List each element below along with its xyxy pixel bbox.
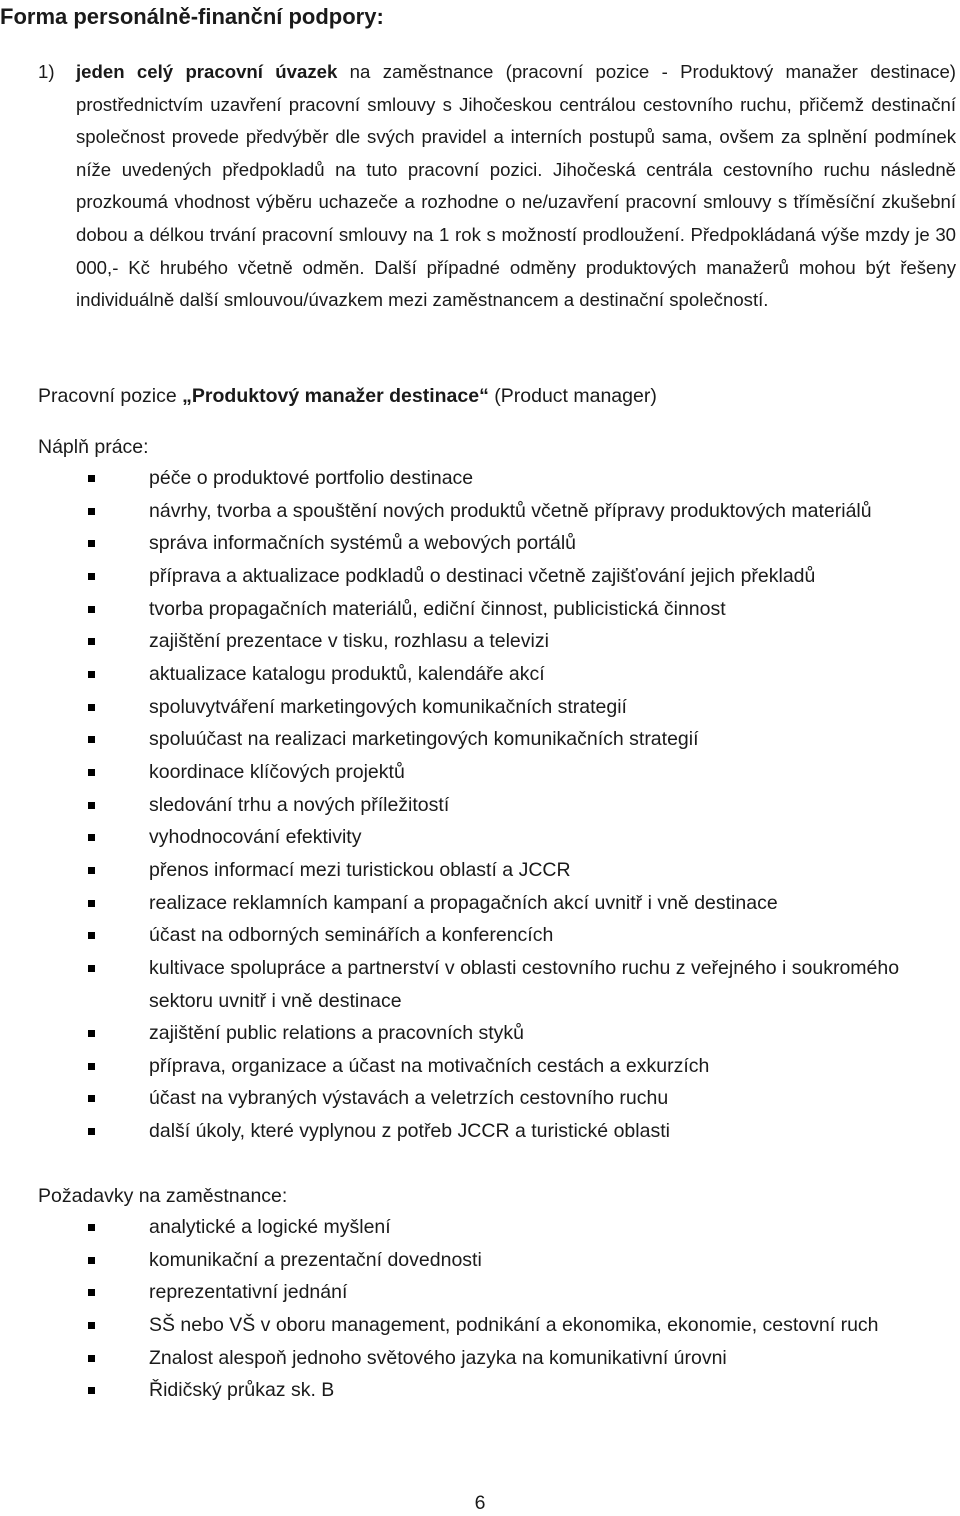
duty-item [88,887,948,920]
requirement-item-text: SŠ nebo VŠ v oboru management, podnikání a ekonomika, ekonomie, cestovní ruch [149,1313,879,1336]
square-bullet-icon [88,1355,95,1362]
duty-item-text: zajištění public relations a pracovních styků [149,1022,525,1045]
square-bullet-icon [88,802,95,809]
duty-item-text: sledování trhu a nových příležitostí [149,793,450,816]
requirement-item-text: Znalost alespoň jednoho světového jazyka na komunikativní úrovni [149,1346,727,1369]
requirement-item [88,1276,948,1309]
item-number: 1) [38,61,55,82]
duty-item [88,593,948,626]
duty-item-text: příprava a aktualizace podkladů o destinaci včetně zajišťování jejich překladů [149,564,816,587]
square-bullet-icon [88,932,95,939]
requirement-item-text: reprezentativní jednání [149,1281,348,1304]
duty-item-text: další úkoly, které vyplynou z potřeb JCCR a turistické oblasti [149,1120,670,1143]
duty-item [88,462,948,495]
square-bullet-icon [88,1128,95,1135]
square-bullet-icon [88,573,95,580]
square-bullet-icon [88,540,95,547]
position-prefix: Pracovní pozice [38,385,183,407]
duty-item [88,1050,948,1083]
duty-item [88,527,948,560]
square-bullet-icon [88,834,95,841]
square-bullet-icon [88,1289,95,1296]
square-bullet-icon [88,867,95,874]
duty-item-text: spoluúčast na realizaci marketingových komunikačních strategií [149,728,699,751]
support-item-1 [38,56,956,317]
duty-item [88,1017,948,1050]
requirement-item-text: komunikační a prezentační dovednosti [149,1248,482,1271]
duty-item [88,691,948,724]
item-text-b: Jihočeská centrála cestovního ruchu následně prozkoumá vhodnost výběru uchazeče a rozhodne o ne/uzavření pracovní smlouvy s tříměsíční zkušební dobou a délkou trvání pracovní smlouvy na 1 rok s možností prodloužení. Předpokládaná výše mzdy je 30 000,- Kč hrubého včetně odměn. Další případné odměny produktových manažerů mohou být řešeny individuálně další smlouvou/úvazkem mezi zaměstnancem a destinační společností. [76,158,957,311]
requirement-item-text: Řidičský průkaz sk. B [149,1379,335,1402]
square-bullet-icon [88,769,95,776]
duty-item-text: návrhy, tvorba a spouštění nových produktů včetně přípravy produktových materiálů [149,499,872,522]
duty-item [88,495,948,528]
requirements-label: Požadavky na zaměstnance: [38,1185,288,1207]
square-bullet-icon [88,638,95,645]
duty-item-text: vyhodnocování efektivity [149,826,362,849]
page-heading: Forma personálně-finanční podpory: [0,4,384,29]
requirement-item [88,1211,948,1244]
duty-item-text: správa informačních systémů a webových portálů [149,532,577,555]
page-number: 6 [474,1492,486,1514]
duty-item [88,952,948,1017]
duty-item-text: přenos informací mezi turistickou oblastí a JCCR [149,858,571,881]
duty-item [88,854,948,887]
square-bullet-icon [88,736,95,743]
duty-item-text: koordinace klíčových projektů [149,760,405,783]
duty-item-text: účast na vybraných výstavách a veletrzích cestovního ruchu [149,1087,669,1110]
duty-item [88,1115,948,1148]
duty-item [88,723,948,756]
square-bullet-icon [88,704,95,711]
square-bullet-icon [88,1030,95,1037]
square-bullet-icon [88,1224,95,1231]
requirement-item-text: analytické a logické myšlení [149,1216,391,1238]
duty-item [88,919,948,952]
item-bold-lead: jeden celý pracovní úvazek [76,61,338,82]
duties-list [88,462,948,1148]
duty-item [88,789,948,822]
square-bullet-icon [88,965,95,972]
duty-item-text: kultivace spolupráce a partnerství v oblasti cestovního ruchu z veřejného i soukromého sektoru uvnitř i vně destinace [149,956,900,1012]
square-bullet-icon [88,900,95,907]
duty-item-text: tvorba propagačních materiálů, ediční činnost, publicistická činnost [149,597,726,620]
duty-item [88,658,948,691]
square-bullet-icon [88,1257,95,1264]
square-bullet-icon [88,508,95,515]
duty-item-text: spoluvytváření marketingových komunikačních strategií [149,695,627,718]
duties-label: Náplň práce: [38,436,149,458]
duty-item-text: příprava, organizace a účast na motivačních cestách a exkurzích [149,1054,710,1077]
square-bullet-icon [88,1387,95,1394]
duty-item-text: realizace reklamních kampaní a propagačních akcí uvnitř i vně destinace [149,891,778,914]
requirement-item [88,1374,948,1407]
support-item-1-paragraph [38,56,956,317]
requirement-item [88,1309,948,1342]
position-name: „Produktový manažer destinace“ [182,385,489,407]
square-bullet-icon [88,1322,95,1329]
duty-item-text: aktualizace katalogu produktů, kalendáře akcí [149,662,545,685]
duty-item [88,625,948,658]
duty-item [88,821,948,854]
position-title [38,381,657,411]
square-bullet-icon [88,1063,95,1070]
duty-item-text: péče o produktové portfolio destinace [149,467,474,489]
square-bullet-icon [88,606,95,613]
requirement-item [88,1244,948,1277]
position-suffix: (Product manager) [488,385,657,407]
square-bullet-icon [88,1095,95,1102]
requirements-list [88,1211,948,1407]
duty-item [88,756,948,789]
item-text-a: na zaměstnance (pracovní pozice - Produktový manažer destinace) prostřednictvím uzavření pracovní smlouvy s Jihočeskou centrálou cestovního ruchu, přičemž destinační společnost provede předvýběr dle svých pravidel a interních postupů sama, ovšem za splnění podmínek níže uvedených předpokladů na tuto pracovní pozici. [76,61,956,180]
requirement-item [88,1342,948,1375]
duty-item [88,1082,948,1115]
square-bullet-icon [88,671,95,678]
square-bullet-icon [88,475,95,482]
duty-item-text: účast na odborných seminářích a konferencích [149,924,554,947]
duty-item-text: zajištění prezentace v tisku, rozhlasu a televizi [149,630,549,653]
duty-item [88,560,948,593]
